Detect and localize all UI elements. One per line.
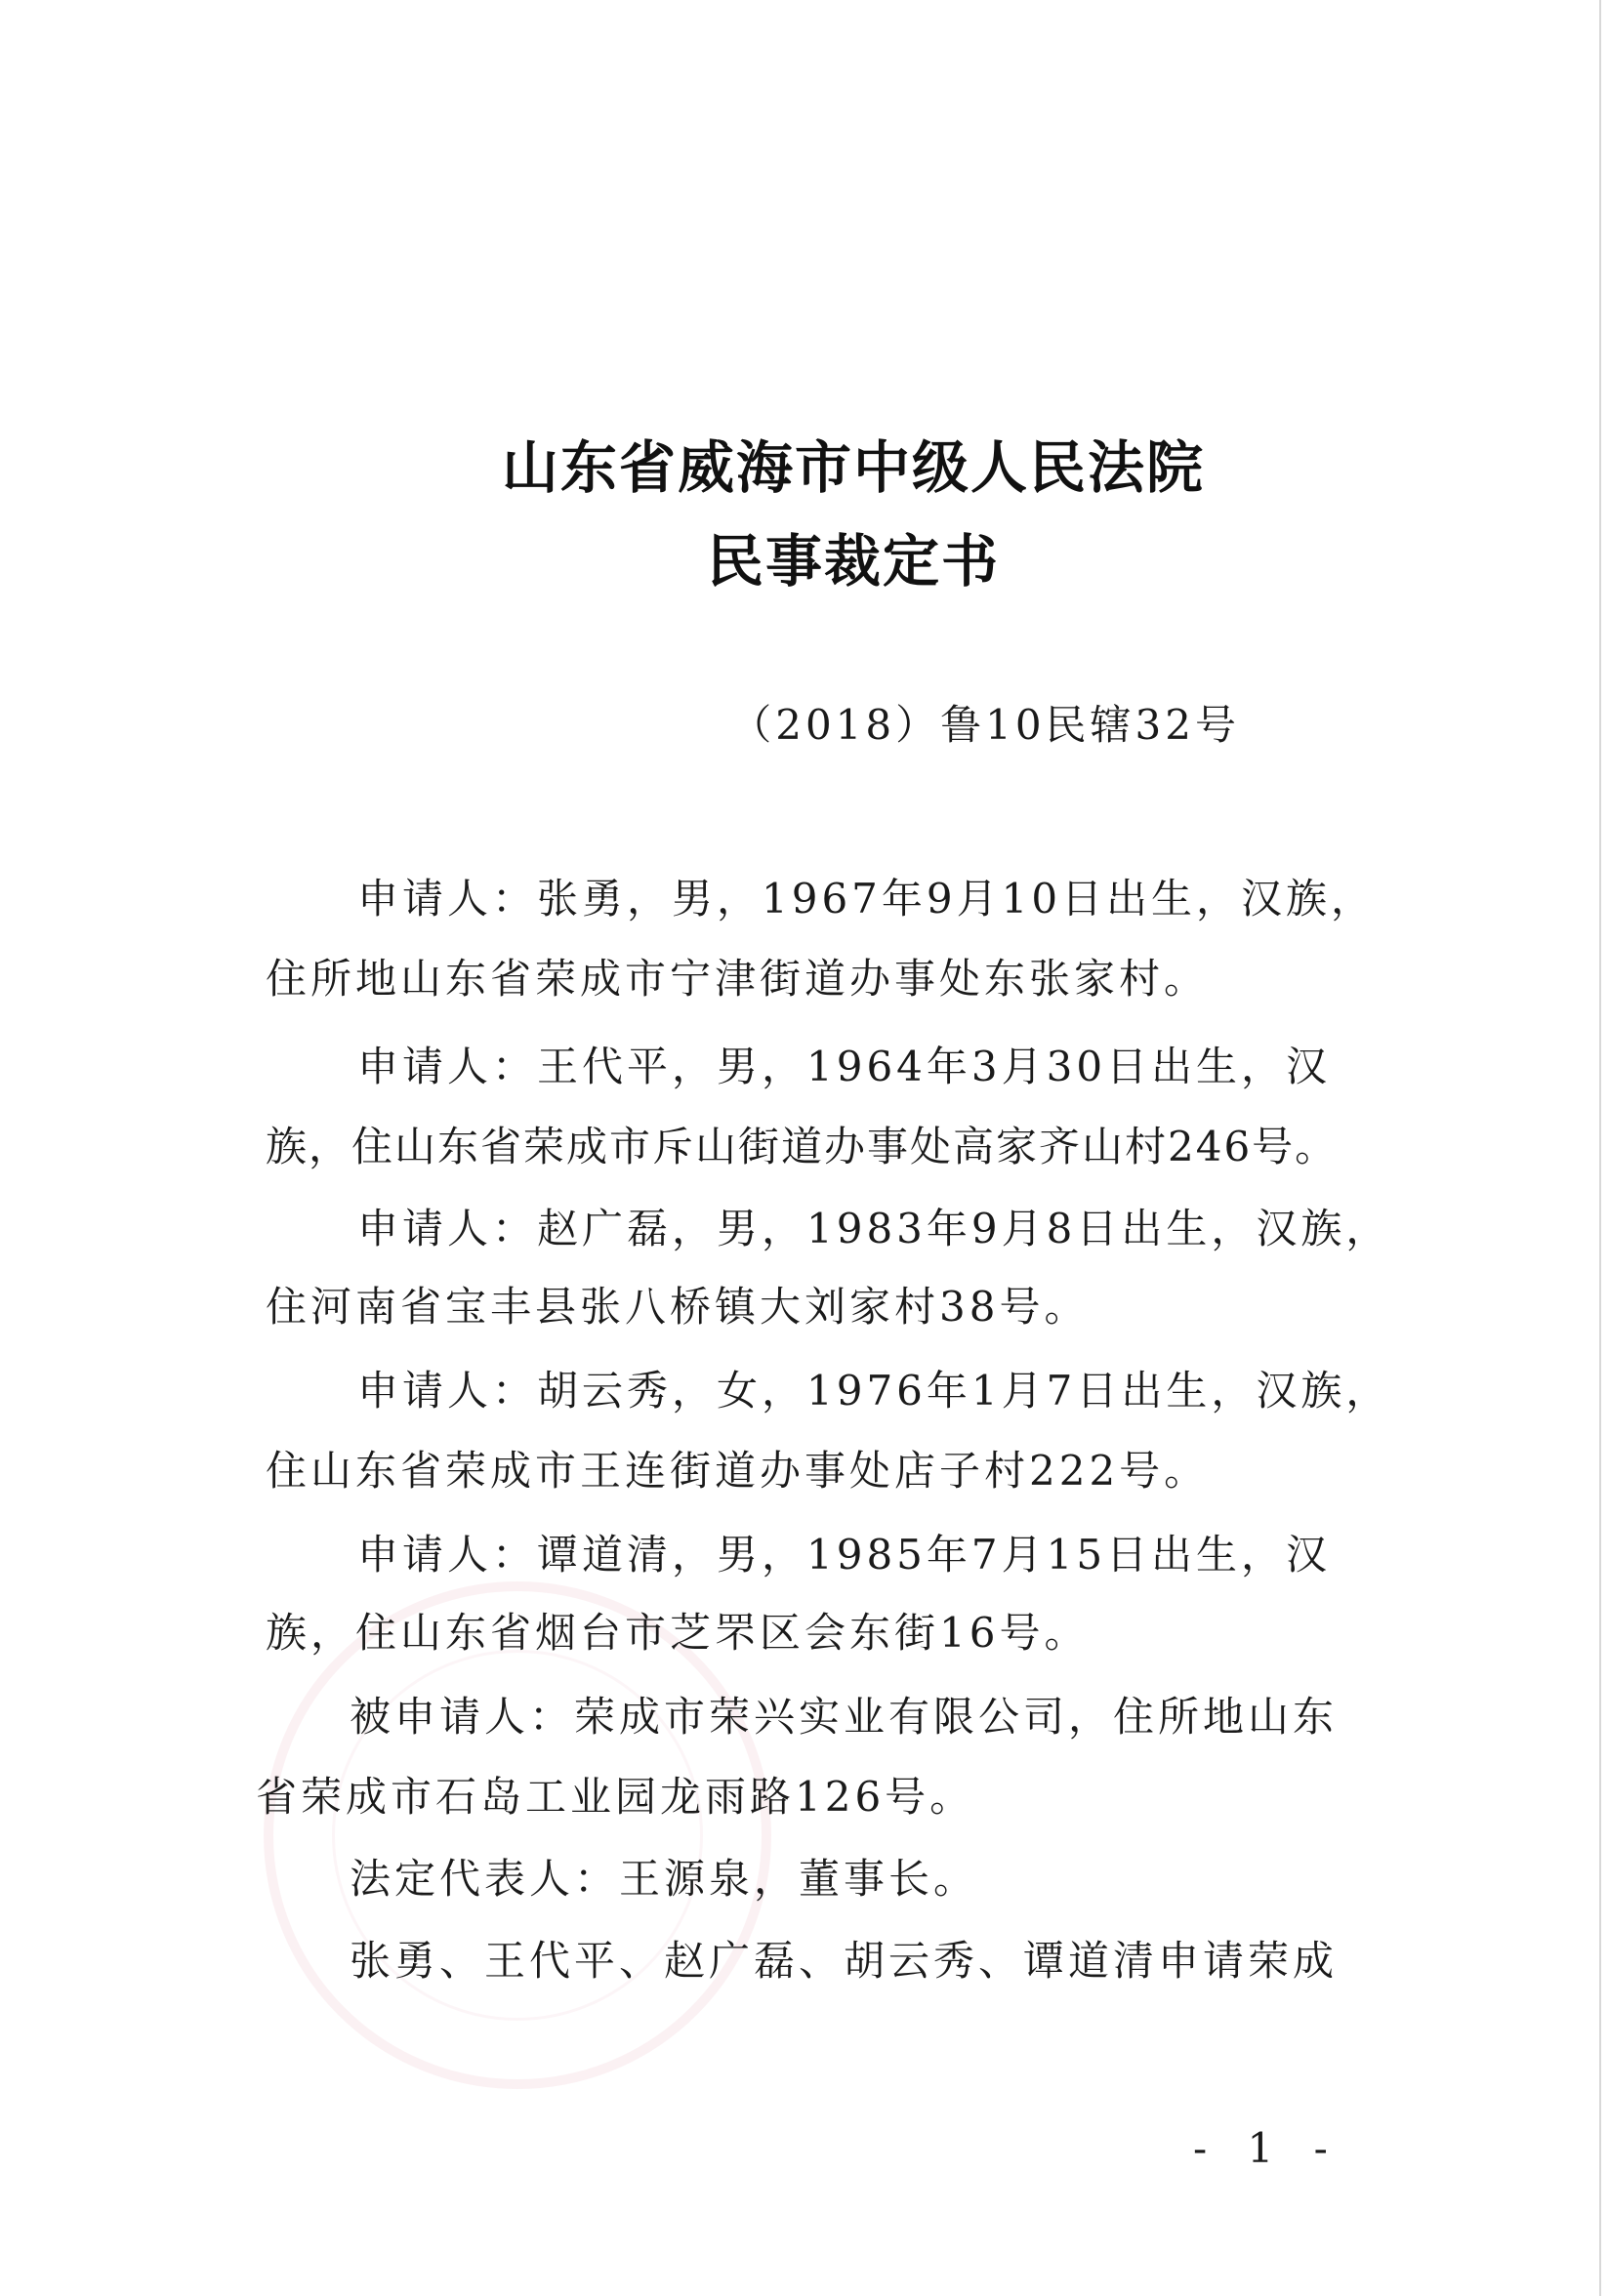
applicant-1-line-2: 住所地山东省荣成市宁津街道办事处东张家村。: [266, 955, 1210, 1003]
applicant-1-line-1: 申请人：张勇，男，1967年9月10日出生，汉族，: [357, 875, 1377, 922]
page-edge: [1599, 0, 1601, 2296]
applicant-3-line-1: 申请人：赵广磊，男，1983年9月8日出生，汉族，: [357, 1205, 1391, 1252]
applicant-2-line-2: 族，住山东省荣成市斥山街道办事处高家齐山村246号。: [266, 1123, 1339, 1170]
document-type-title: 民事裁定书: [706, 528, 1000, 594]
application-statement-line: 张勇、王代平、赵广磊、胡云秀、谭道清申请荣成: [350, 1937, 1339, 1985]
case-number: （2018）鲁10民辖32号: [730, 701, 1240, 749]
applicant-5-line-1: 申请人：谭道清，男，1985年7月15日出生，汉: [357, 1531, 1332, 1578]
applicant-2-line-1: 申请人：王代平，男，1964年3月30日出生，汉: [357, 1043, 1332, 1090]
respondent-line-1: 被申请人：荣成市荣兴实业有限公司，住所地山东: [350, 1693, 1339, 1741]
respondent-line-2: 省荣成市石岛工业园龙雨路126号。: [256, 1773, 975, 1821]
court-name-title: 山东省威海市中级人民法院: [501, 434, 1205, 501]
legal-representative-line: 法定代表人：王源泉，董事长。: [350, 1855, 979, 1903]
applicant-4-line-1: 申请人：胡云秀，女，1976年1月7日出生，汉族，: [357, 1367, 1391, 1414]
applicant-4-line-2: 住山东省荣成市王连街道办事处店子村222号。: [266, 1447, 1210, 1495]
page-number: - 1 -: [1193, 2124, 1341, 2172]
applicant-5-line-2: 族，住山东省烟台市芝罘区会东街16号。: [266, 1609, 1090, 1657]
applicant-3-line-2: 住河南省宝丰县张八桥镇大刘家村38号。: [266, 1283, 1090, 1331]
